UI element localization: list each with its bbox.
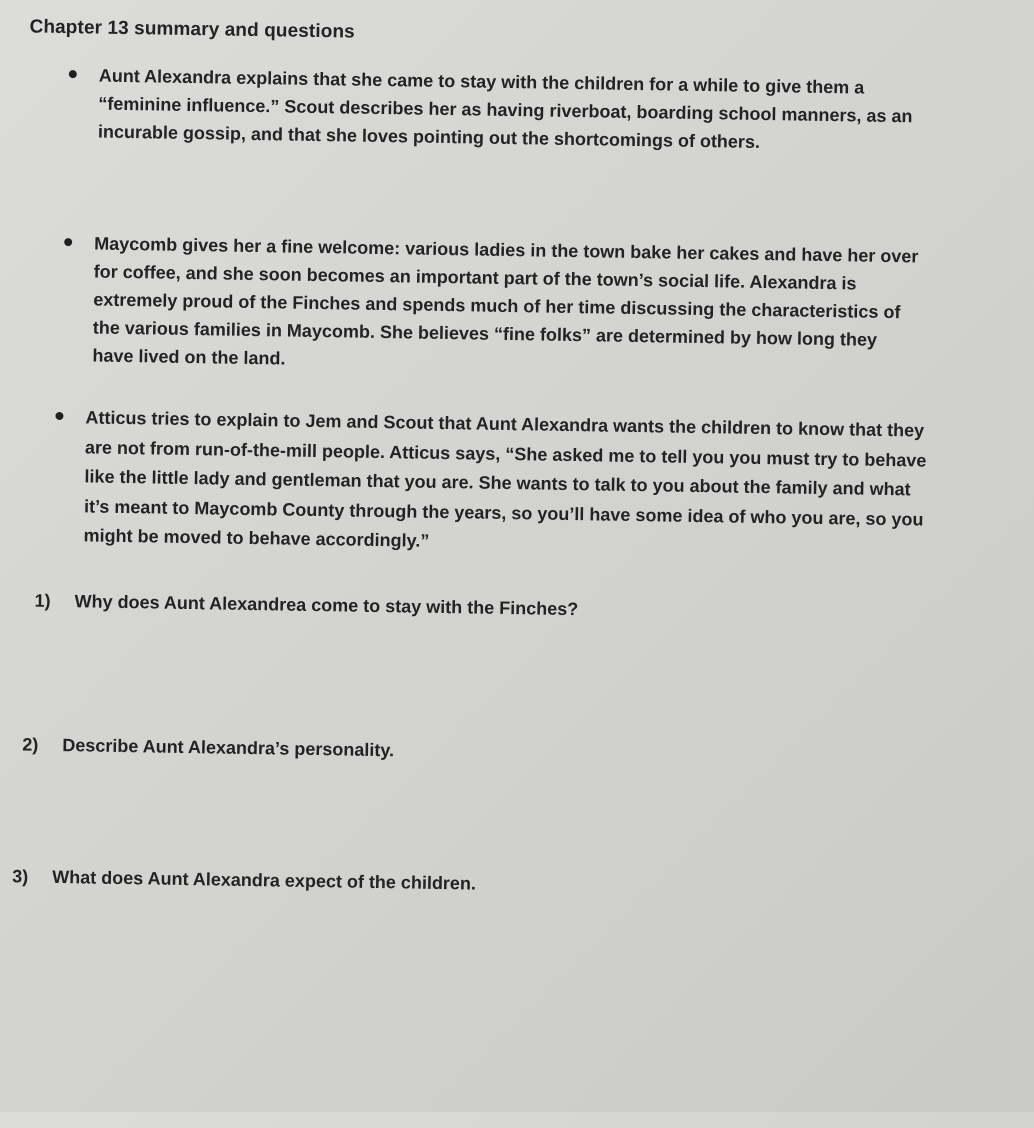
summary-bullet-2 [92,230,924,383]
summary-bullet-3 [83,403,935,564]
question-text: Describe Aunt Alexandra’s personality. [62,735,395,761]
summary-bullet-text: Maycomb gives her a fine welcome: various ladies in the town bake her cakes and have her over for coffee, and she soon becomes an important part of the town’s social life. Alexandra is extremely proud of the Finches and spends much of her time discussing the characteristics of the various families in Maycomb. She believes “fine folks” are determined by how long they have lived on the land. [92,233,919,369]
page-title: Chapter 13 summary and questions [29,16,355,43]
summary-bullet-text: Atticus tries to explain to Jem and Scout that Aunt Alexandra wants the children to know that they are not from run-of-the-mill people. Atticus says, “She asked me to tell you you must try to behave like the little lady and gentleman that you are. She wants to talk to you about the family and what it’s meant to Maycomb County through the years, so you’ll have some idea of who you are, so you might be moved to behave accordingly.” [83,407,927,551]
bullet-dot-icon [64,238,72,246]
question-number: 3) [12,866,29,887]
question-3 [12,866,476,894]
question-2 [22,734,394,761]
bullet-dot-icon [55,412,63,420]
question-text: What does Aunt Alexandra expect of the children. [52,866,477,894]
bullet-dot-icon [69,70,77,78]
question-text: Why does Aunt Alexandrea come to stay with the Finches? [74,591,579,620]
summary-bullet-text: Aunt Alexandra explains that she came to stay with the children for a while to give them a “feminine influence.” Scout describes her as having riverboat, boarding school manners, as an incurable gossip, and that she loves pointing out the shortcomings of others. [97,65,913,152]
summary-bullet-1 [98,62,929,159]
question-number: 2) [22,734,39,755]
question-number: 1) [34,590,51,611]
question-1 [34,591,578,621]
